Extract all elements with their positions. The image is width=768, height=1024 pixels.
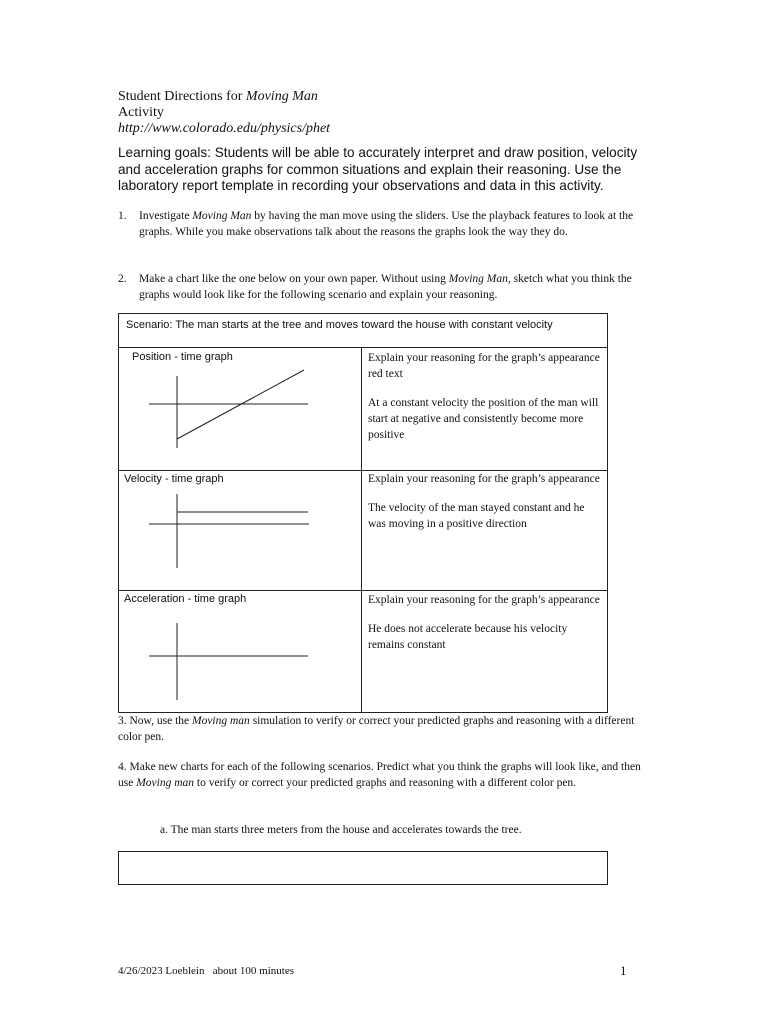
footer-date-author: 4/26/2023 Loeblein about 100 minutes — [118, 965, 294, 977]
velocity-time-graph — [140, 488, 320, 570]
answer-box — [118, 851, 608, 885]
velocity-graph-label: Velocity - time graph — [124, 473, 224, 485]
table-divider — [119, 347, 607, 348]
position-time-graph — [140, 365, 320, 450]
reasoning-prompt: Explain your reasoning for the graph’s appearance — [368, 594, 600, 606]
reasoning-answer: He does not accelerate because his velocity remains constant — [368, 623, 568, 651]
reasoning-prompt: Explain your reasoning for the graph’s appearance — [368, 473, 600, 485]
step-1: 1. Investigate Moving Man by having the man move using the sliders. Use the playback features to look at the graphs. While you make observations talk about the reasons the graphs look the way they do. — [118, 210, 634, 238]
position-reasoning — [368, 350, 603, 443]
reasoning-prompt: Explain your reasoning for the graph’s appearance red text — [368, 352, 600, 380]
acceleration-reasoning — [368, 592, 603, 653]
document-title: Student Directions for Moving Man — [118, 89, 318, 104]
page-number: 1 — [620, 963, 627, 978]
table-divider — [119, 590, 607, 591]
scenario-text: Scenario: The man starts at the tree and moves toward the house with constant velocity — [126, 319, 553, 331]
reasoning-answer: The velocity of the man stayed constant and he was moving in a positive direction — [368, 502, 585, 530]
step-4a: a. The man starts three meters from the house and accelerates towards the tree. — [160, 824, 522, 836]
source-url: http://www.colorado.edu/physics/phet — [118, 121, 331, 136]
table-column-divider — [361, 347, 362, 712]
step-2: 2. Make a chart like the one below on your own paper. Without using Moving Man, sketch what you think the graphs would look like for the following scenario and explain your reasoning. — [118, 273, 632, 301]
acceleration-time-graph — [140, 618, 320, 702]
velocity-reasoning — [368, 471, 603, 532]
document-subtitle: Activity — [118, 105, 164, 120]
position-graph-label: Position - time graph — [132, 351, 233, 363]
acceleration-graph-label: Acceleration - time graph — [124, 593, 247, 605]
step-3: 3. Now, use the Moving man simulation to verify or correct your predicted graphs and reasoning with a different color pen. — [118, 715, 635, 743]
step-4: 4. Make new charts for each of the following scenarios. Predict what you think the graphs will look like, and then use Moving man to verify or correct your predicted graphs and reasoning with a different color pen. — [118, 761, 641, 789]
reasoning-answer: At a constant velocity the position of the man will start at negative and consistently become more positive — [368, 397, 599, 441]
learning-goals: Learning goals: Students will be able to accurately interpret and draw position, velocity and acceleration graphs for common situations and explain their reasoning. Use the laboratory report template in recording your observations and data in this activity. — [118, 145, 638, 193]
